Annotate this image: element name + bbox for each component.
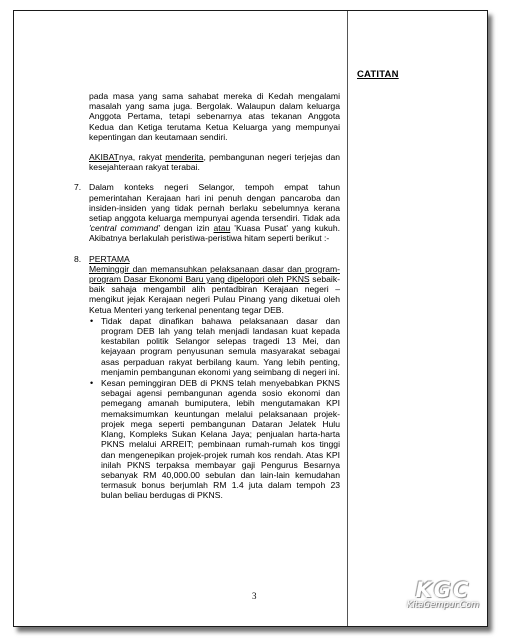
item-7-text [89, 182, 340, 243]
item-8-heading: PERTAMA [89, 253, 130, 264]
item-7-number: 7. [74, 182, 82, 193]
bullet-item [89, 316, 340, 377]
akibat-word: AKIBAT [89, 152, 119, 163]
margin-heading: CATITAN [357, 69, 399, 80]
menderita-word: menderita [165, 152, 204, 163]
akibat-text-2: , pembangunan negeri terjejas dan kesejahteraan rakyat terabai. [89, 152, 341, 173]
margin-divider [347, 11, 348, 626]
item-7-text-a: Dalam konteks negeri Selangor, tempoh empat tahun pemerintahan Kerajaan hari ini penuh dengan pancaroba dan insiden-insiden yang tidak pernah berlaku sebelumnya kerana setiap anggota keluarga mempunyai agenda tersendiri. Tidak ada [89, 182, 340, 224]
bullet-icon: • [90, 315, 94, 326]
central-command-phrase: 'central command' [89, 223, 160, 234]
item-8 [74, 253, 340, 501]
akibat-paragraph [89, 152, 340, 172]
watermark-logo: KGC [415, 578, 471, 602]
bullet-icon: • [90, 378, 94, 389]
item-7 [74, 182, 340, 244]
akibat-text-1: nya, rakyat [118, 152, 166, 163]
bullet-text: Tidak dapat dinafikan bahawa pelaksanaan dasar dan program DEB lah yang telah menjadi landasan kuat kepada kestabilan politik Selangor selepas tragedi 13 Mei, dan kejayaan program penyusunan semula masyarakat sebagai asas perpaduan rakyat berbilang kaum. Yang lebih penting, menjamin pembangunan ekonomi yang seimbang di negeri ini. [101, 315, 340, 377]
item-7-text-c: dengan izin [159, 223, 214, 234]
bullet-item [89, 378, 340, 500]
document-page [13, 10, 488, 627]
bullet-text: Kesan peminggiran DEB di PKNS telah menyebabkan PKNS sebagai agensi pembangunan agenda sosio ekonomi dan pemegang amanah bumiputera, lebih mengutamakan KPI memaksimumkan keuntungan melalui pelaksanaan projek-projek mega seperti pembangunan Dataran Jelatek Hulu Klang, Kompleks Sukan Kelana Jaya; penjualan harta-harta PKNS melalui ARREIT; pembinaan rumah-rumah kos tinggi dan mengenepikan projek-projek rumah kos rendah. Atas KPI inilah PKNS terpaksa membayar gaji Pengurus Besarnya sebanyak RM 40,000.00 sebulan dan lain-lain kemudahan termasuk bonus berjumlah RM 1.4 juta dalam tempoh 23 bulan beliau berdugas di PKNS. [101, 378, 340, 501]
item-8-lead [89, 264, 340, 315]
item-8-bullet-list [89, 316, 340, 501]
watermark-site: KitaGempur.Com [406, 600, 480, 610]
item-8-number: 8. [74, 253, 82, 264]
atau-word: atau [213, 223, 231, 234]
item-8-lead-underlined: Meminggir dan memansuhkan pelaksanaan dasar dan program-program Dasar Ekonomi Baru yang dipelopori oleh PKNS [89, 263, 340, 285]
item-8-lead-rest: sebaik-baik sahaja mengambil alih pentadbiran Kerajaan negeri – mengikut jejak Kerajaan negeri Pulau Pinang yang diketuai oleh Ketua Menteri yang terkenal penentang tegar DEB. [89, 274, 340, 315]
intro-paragraph: pada masa yang sama sahabat mereka di Kedah mengalami masalah yang sama juga. Bergolak. Walaupun dalam keluarga Anggota Pertama, tetapi sebenarnya atas tekanan Anggota Kedua dan Ketiga terutama Ketua Keluarga yang mempunyai kepentingan dan keutamaan sendiri. [89, 91, 340, 142]
document-body [74, 91, 341, 502]
item-7-text-e: 'Kuasa Pusat' yang kukuh. Akibatnya berlakulah peristiwa-peristiwa hitam seperti berikut :- [89, 223, 340, 244]
watermark [398, 578, 488, 610]
page-number: 3 [252, 591, 257, 601]
